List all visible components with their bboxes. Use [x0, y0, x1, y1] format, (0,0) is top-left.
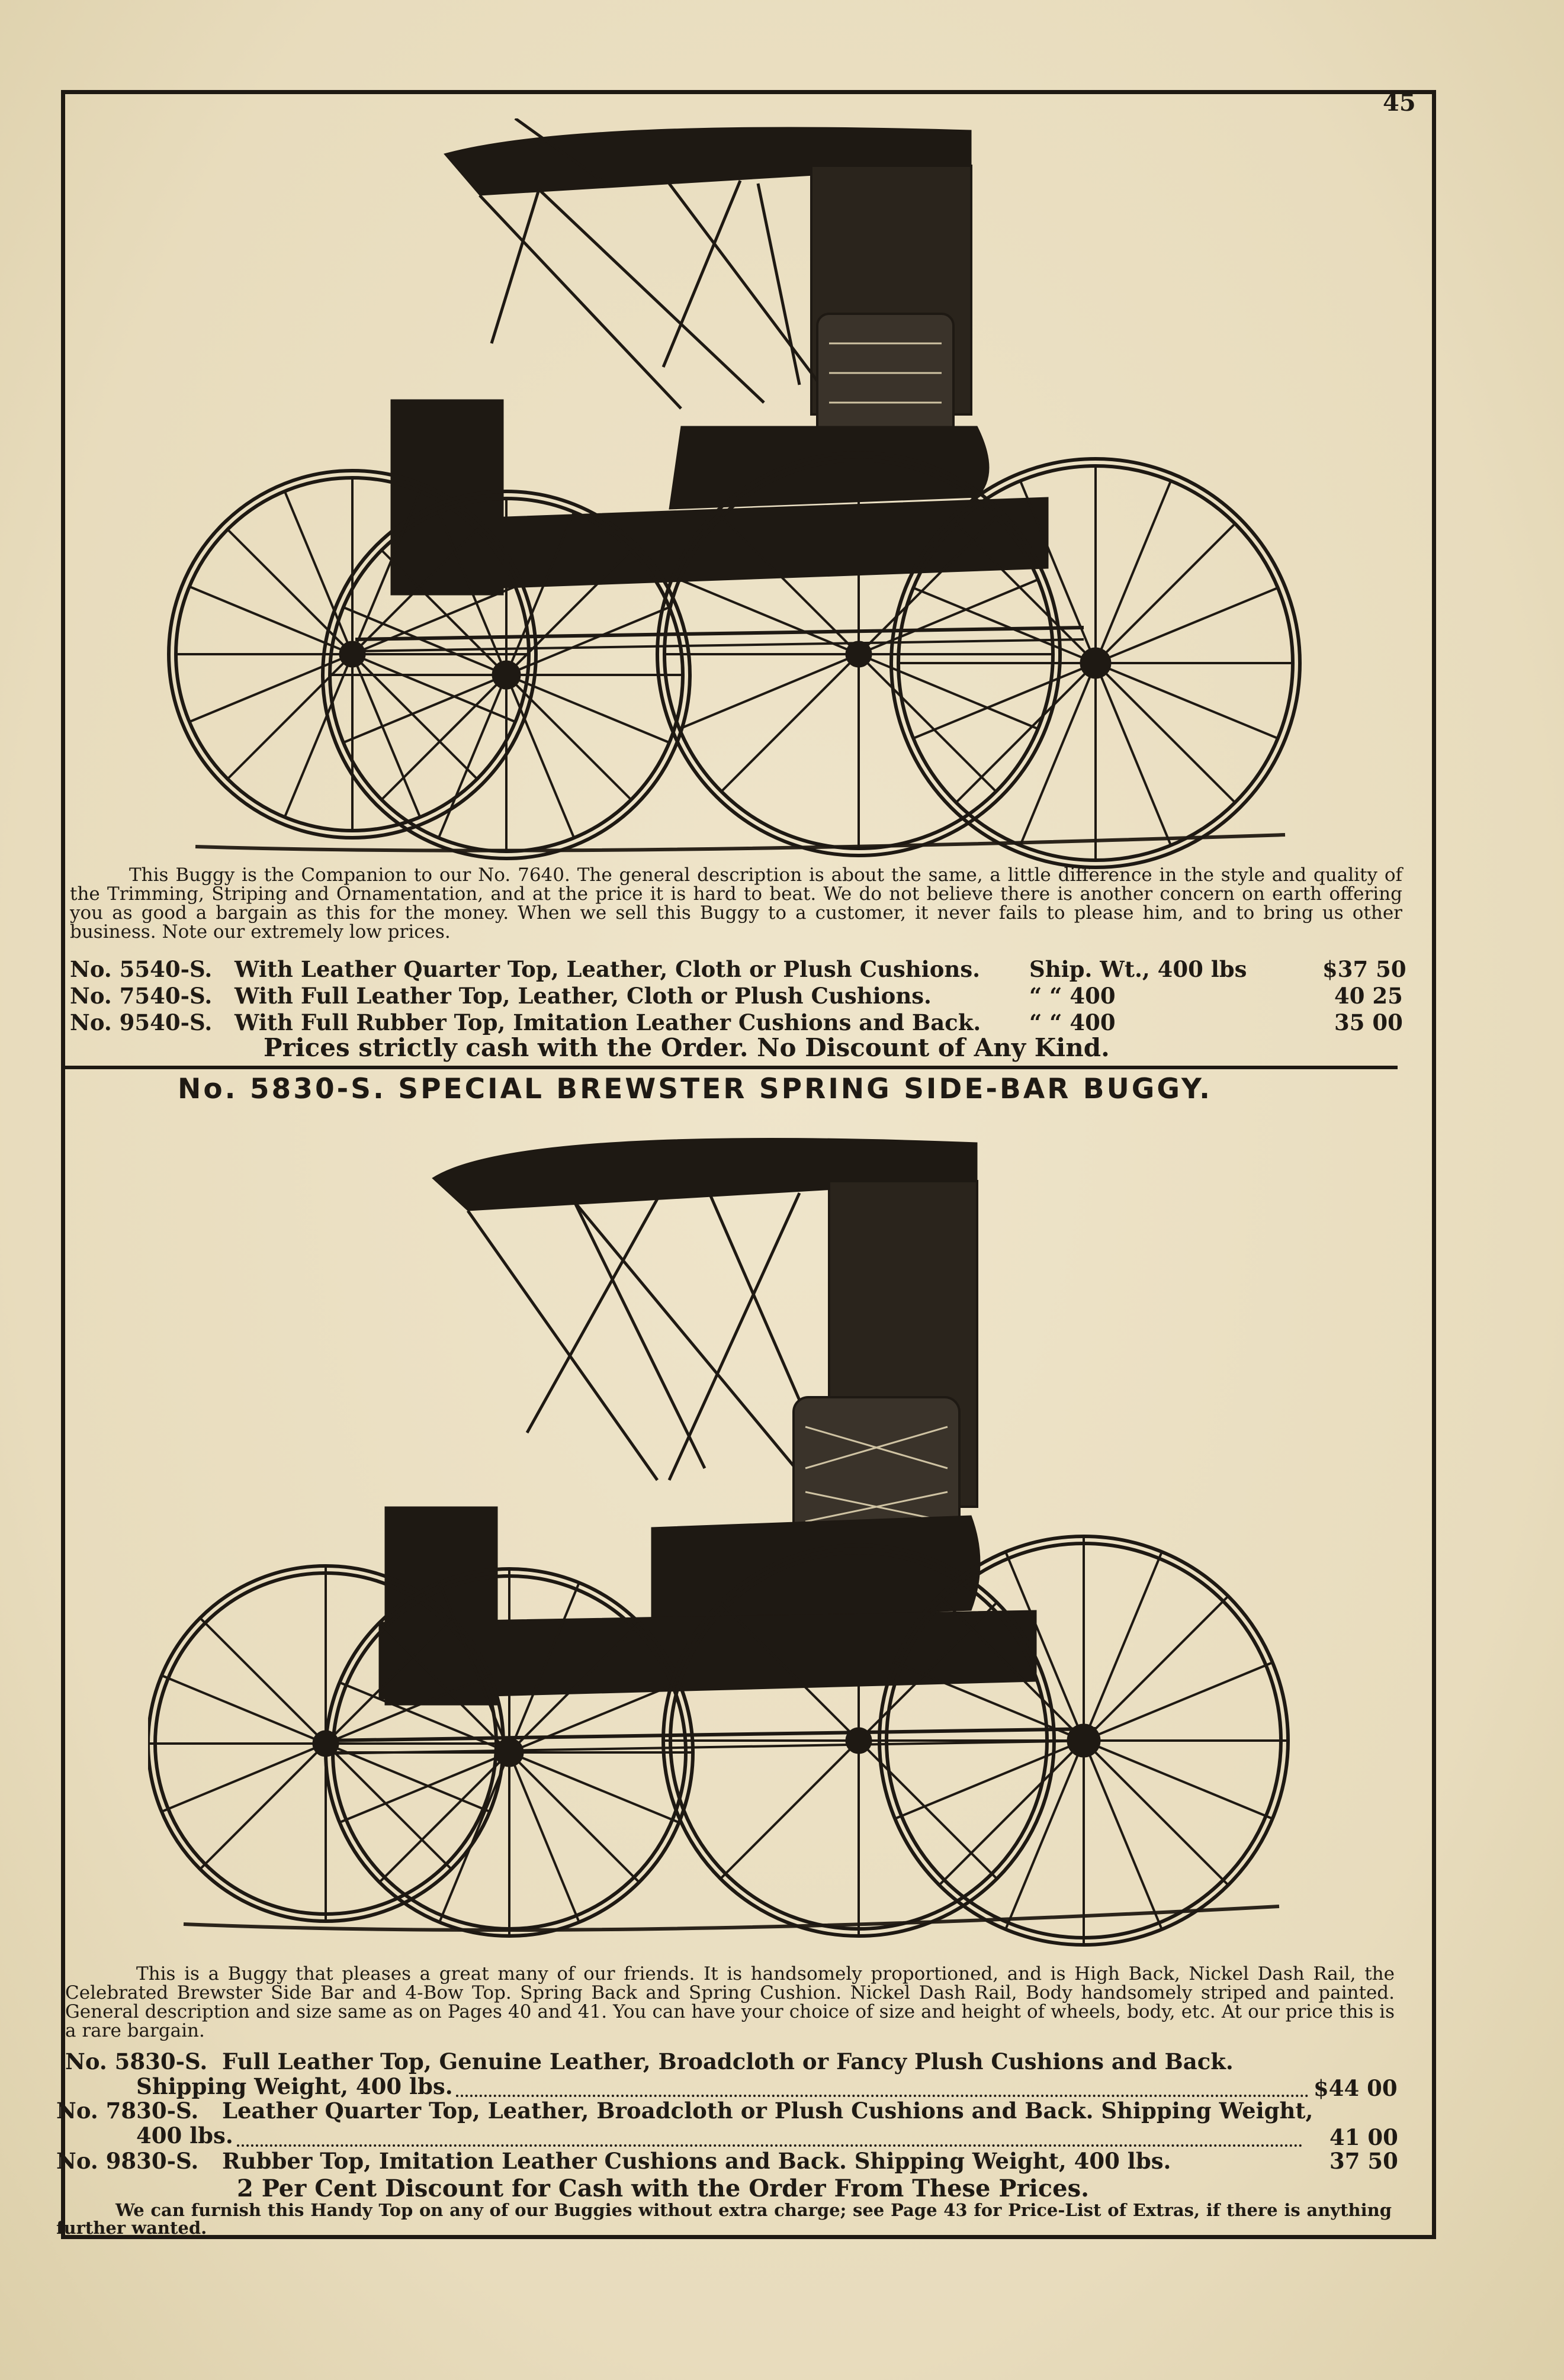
section-heading: No. 5830-S. SPECIAL BREWSTER SPRING SIDE-BAR BUGGY. — [178, 1073, 1213, 1105]
model-description: Rubber Top, Imitation Leather Cushions and Back. Shipping Weight, 400 lbs. — [222, 2148, 1171, 2174]
model-price: 35 00 — [1334, 1009, 1403, 1035]
page-number: 45 — [1383, 89, 1416, 117]
model-description: Full Leather Top, Genuine Leather, Broadcloth or Fancy Plush Cushions and Back. — [222, 2048, 1234, 2075]
model-description: With Full Rubber Top, Imitation Leather Cushions and Back. — [235, 1009, 981, 1035]
price-row-5830-cont — [136, 2073, 453, 2099]
leader-dots — [456, 2095, 1309, 2097]
price-row-9830 — [56, 2148, 1398, 2174]
price-row-7540 — [70, 983, 1402, 1009]
model-price: $44 00 — [1313, 2075, 1398, 2101]
section-divider — [65, 1066, 1398, 1069]
model-description: With Leather Quarter Top, Leather, Cloth or Plush Cushions. — [235, 956, 981, 982]
model-description: Leather Quarter Top, Leather, Broadcloth or Plush Cushions and Back. Shipping Weight, — [222, 2098, 1313, 2124]
price-row-9540 — [70, 1009, 1402, 1035]
discount-line: 2 Per Cent Discount for Cash with the Order From These Prices. — [237, 2175, 1090, 2202]
buggy-description-1: This Buggy is the Companion to our No. 7640. The general description is about the same, a little difference in the style and quality of the Trimming, Striping and Ornamentation, and at the price it is hard to beat. We do not believe there is another concern on earth offering you as good a bargain as this for the money. When we sell this Buggy to a customer, it never fails to please him, and to bring us other business. Note our extremely low prices. — [70, 864, 1402, 943]
shipping-weight: Shipping Weight, 400 lbs. — [136, 2073, 453, 2099]
model-number: No. 5830-S. — [65, 2048, 208, 2075]
terms-line: Prices strictly cash with the Order. No Discount of Any Kind. — [264, 1033, 1110, 1062]
leader-dots — [237, 2144, 1303, 2147]
shipping-weight: 400 lbs. — [136, 2122, 233, 2149]
model-number: No. 5540-S. — [70, 956, 213, 982]
price-row-7830 — [56, 2098, 1389, 2124]
buggy-illustration-top — [160, 118, 1332, 870]
model-price: 37 50 — [1329, 2148, 1398, 2174]
buggy-illustration-bottom — [148, 1113, 1321, 1954]
model-price: $37 50 — [1322, 956, 1406, 982]
buggy-description-2: This is a Buggy that pleases a great many of our friends. It is handsomely proportioned, and is High Back, Nickel Dash Rail, the Celebrated Brewster Side Bar and 4-Bow Top. Spring Back and Spring Cushion. Nickel Dash Rail, Body handsomely striped and painted. General description and size same as on Pages 40 and 41. You can have your choice of size and height of wheels, body, etc. At our price this is a rare bargain. — [65, 1963, 1395, 2041]
price-row-5830 — [65, 2048, 1398, 2075]
model-description: With Full Leather Top, Leather, Cloth or Plush Cushions. — [235, 983, 932, 1009]
price-row-5540 — [70, 956, 1406, 982]
model-price: 41 00 — [1329, 2124, 1398, 2150]
shipping-weight: Ship. Wt., 400 lbs — [1029, 956, 1247, 982]
model-number: No. 7830-S. — [56, 2098, 199, 2124]
model-price: 40 25 — [1334, 983, 1403, 1009]
model-number: No. 7540-S. — [70, 983, 213, 1009]
model-number: No. 9830-S. — [56, 2148, 199, 2174]
price-row-7830-cont — [136, 2122, 233, 2149]
shipping-weight: “ “ 400 — [1029, 983, 1116, 1009]
footer-note: We can furnish this Handy Top on any of our Buggies without extra charge; see Page 43 for Price-List of Extras, if there is anything further wanted. — [56, 2200, 1392, 2238]
model-number: No. 9540-S. — [70, 1009, 213, 1035]
shipping-weight: “ “ 400 — [1029, 1009, 1116, 1035]
